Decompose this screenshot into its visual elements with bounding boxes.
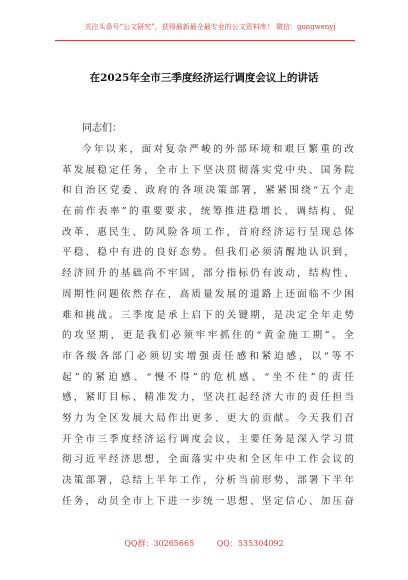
- paragraph-line: 今年以来，面对复杂严峻的外部环境和艰巨繁重的改: [82, 144, 354, 155]
- paragraph-line: 在前作表率”的重要要求，统筹推进稳增长、调结构、促: [62, 206, 354, 218]
- paragraph-line: 开全市三季度经济运行调度会议，主要任务是深入学习贯: [62, 433, 354, 445]
- paragraph-line: 彻习近平经济思想，全面落实中央和全区年中工作会议的: [62, 454, 354, 466]
- document-body: [62, 118, 354, 512]
- paragraph-line: 革发展稳定任务，全市上下坚决贯彻落实党中央、国务院: [62, 164, 354, 176]
- footer-contact: [0, 538, 408, 549]
- paragraph-line: 周期性问题依然存在，高质量发展的道路上还面临不少困: [62, 288, 354, 300]
- salutation: 同志们：: [82, 123, 122, 134]
- footer-qq: QQ：535304092: [216, 539, 284, 548]
- paragraph-line: 和自治区党委、政府的各项决策部署，紧紧围绕“五个走: [62, 185, 354, 197]
- paragraph-line: 市各级各部门必须切实增强责任感和紧迫感，以“等不: [62, 350, 354, 362]
- document-title: 在2025年全市三季度经济运行调度会议上的讲话: [89, 72, 319, 84]
- paragraph-line: 平稳、稳中有进的良好态势。但我们必须清醒地认识到，: [62, 247, 354, 259]
- paragraph-line: 起”的紧迫感、“慢不得”的危机感、“坐不住”的责任: [62, 371, 354, 383]
- header-banner: 关注头条号“公文研究”，获得最新最全最专业的公文资料库！ 微信：gongwenyj: [84, 23, 336, 31]
- paragraph-line: 任务，动员全市上下进一步统一思想、坚定信心、加压奋: [62, 495, 354, 507]
- header-divider: [55, 40, 355, 41]
- paragraph-line: 经济回升的基础尚不牢固，部分指标仍有波动，结构性、: [62, 268, 354, 280]
- paragraph-line: 的攻坚期，更是我们必须牢牢抓住的“黄金施工期”。全: [62, 330, 354, 342]
- paragraph-line: 难和挑战。三季度是承上启下的关键期，是决定全年走势: [62, 309, 354, 321]
- paragraph-line: 感，紧盯目标、精准发力，坚决扛起经济大市的责任担当: [62, 392, 354, 404]
- paragraph-line: 改革、惠民生、防风险各项工作，首府经济运行呈现总体: [62, 226, 354, 238]
- footer-qq-group: QQ群：30265665: [124, 539, 195, 548]
- paragraph-line: 决策部署，总结上半年工作，分析当前形势，部署下半年: [62, 475, 354, 486]
- paragraph-line: 努力为全区发展大局作出更多、更大的贡献。今天我们召: [62, 412, 354, 424]
